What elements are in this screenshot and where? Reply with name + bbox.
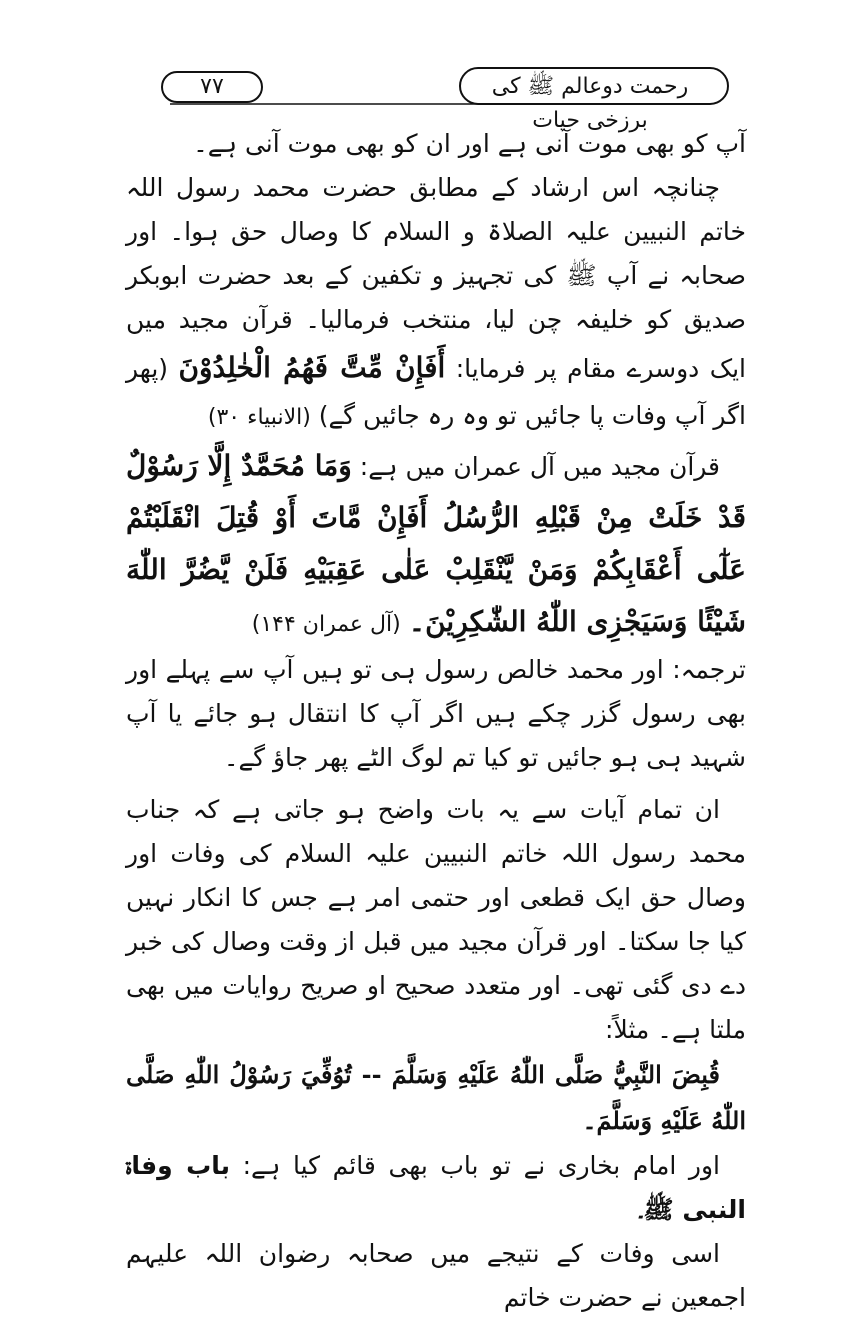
ayah-anbiya: أَفَإِنْ مِّتَّ فَهُمُ الْخٰلِدُوْنَ [178,351,446,384]
hadith-text: قُبِضَ النَّبِيُّ صَلَّى اللّٰهُ عَلَيْهِ وَسَلَّمَ -- تُوُفِّيَ رَسُوْلُ اللّٰهِ صَلَّى اللّٰهُ عَلَيْهِ وَسَلَّمَ۔ [126,1060,746,1135]
bukhari-chapter-title: باب وفاۃ النبی ﷺ۔ [126,1151,746,1224]
page-number: ۷۷ [200,74,224,99]
ayah-al-imran: وَمَا مُحَمَّدٌ إِلَّا رَسُوْلٌ قَدْ خَلَتْ مِنْ قَبْلِهِ الرُّسُلُ أَفَإِنْ مَّاتَ أَوْ قُتِلَ انْقَلَبْتُمْ عَلٰٓى أَعْقَابِكُمْ وَمَنْ يَّنْقَلِبْ عَلٰى عَقِبَيْهِ فَلَنْ يَّضُرَّ اللّٰهَ شَيْئًا وَسَيَجْزِى اللّٰهُ الشّٰكِرِيْنَ۔ [126,449,747,638]
bukhari-intro: اور امام بخاری نے تو باب بھی قائم کیا ہے: [242,1151,721,1180]
body-text [126,122,746,1320]
spacer [126,780,746,788]
paragraph-3 [126,440,746,648]
paragraph-3-intro: قرآن مجید میں آل عمران میں ہے: [359,452,721,481]
ayah-al-imran-reference: (آل عمران ۱۴۴) [251,612,401,637]
paragraph-7 [126,1144,746,1232]
paragraph-8: اسی وفات کے نتیجے میں صحابہ رضوان اللہ علیہم اجمعین نے حضرت خاتم [126,1239,746,1312]
paragraph-1: آپ کو بھی موت آنی ہے اور ان کو بھی موت آنی ہے۔ [193,129,746,158]
paragraph-2 [126,166,746,440]
paragraph-2-text: چنانچہ اس ارشاد کے مطابق حضرت محمد رسول اللہ خاتم النبیین علیہ الصلاۃ و السلام کا وصال حق ہوا۔ اور صحابہ نے آپ ﷺ کی تجہیز و تکفین کے بعد حضرت ابوبکر صدیق کو خلیفہ چن لیا، منتخب فرمالیا۔ قرآن مجید میں ایک دوسرے مقام پر فرمایا: [126,173,746,383]
page-header [140,60,740,133]
running-title: رحمت دوعالم ﷺ کی برزخی حیات [491,74,689,133]
ayah-anbiya-translation: (پھر اگر آپ وفات پا جائیں تو وہ رہ جائیں گے) [126,354,746,430]
translation-paragraph: ترجمہ: اور محمد خالص رسول ہی تو ہیں آپ سے پہلے اور بھی رسول گزر چکے ہیں اگر آپ کا انتقال ہو جائے یا آپ شہید ہی ہو جائیں تو کیا تم لوگ الٹے پھر جاؤ گے۔ [126,655,746,772]
ayah-anbiya-reference: (الانبیاء ۳۰) [207,405,311,430]
paragraph-5: ان تمام آیات سے یہ بات واضح ہو جاتی ہے کہ جناب محمد رسول اللہ خاتم النبیین علیہ السلام کی وفات اور وصال حق ایک قطعی اور حتمی امر ہے جس کا انکار نہیں کیا جا سکتا۔ اور قرآن مجید میں قبل از وقت وصال کی خبر دے دی گئی تھی۔ اور متعدد صحیح او صریح روایات میں بھی ملتا ہے۔ مثلاً: [126,795,746,1044]
